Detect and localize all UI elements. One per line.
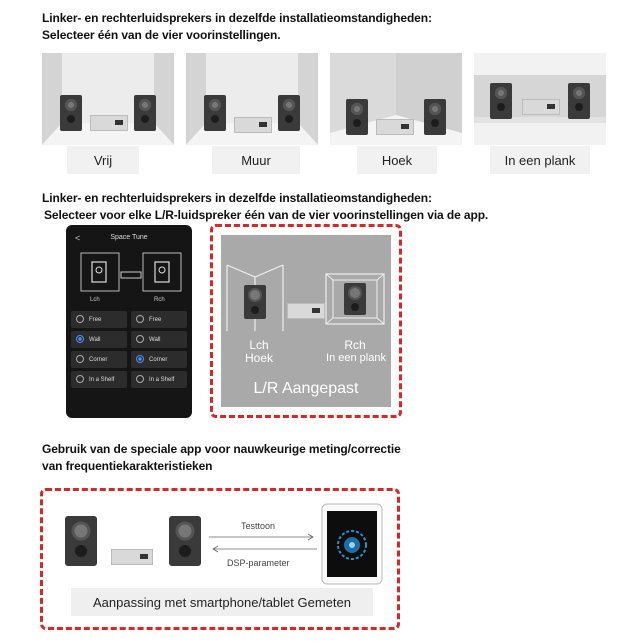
section2-heading-line1: Linker- en rechterluidsprekers in dezelfde installatieomstandigheden:: [42, 191, 432, 205]
section3-heading-line2: van frequentiekarakteristieken: [42, 459, 213, 473]
left-option-corner[interactable]: Corner: [71, 351, 127, 368]
section3-heading-line1: Gebruik van de speciale app voor nauwkeurige meting/correctie: [42, 442, 401, 456]
speaker-icon: [490, 83, 512, 119]
radio-selected-icon: [76, 335, 84, 343]
panel-rch-label: Rch: [344, 338, 366, 352]
measurement-highlight: [40, 488, 400, 630]
speaker-icon: [568, 83, 590, 119]
section1-heading-line1: Linker- en rechterluidsprekers in dezelfde installatieomstandigheden:: [42, 11, 432, 25]
app-rch-label: Rch: [154, 297, 165, 303]
amplifier-icon: [111, 549, 153, 565]
preset-image-wall: [186, 53, 318, 145]
back-chevron-icon[interactable]: <: [75, 233, 81, 243]
panel-rch-setting: In een plank: [326, 352, 386, 364]
device-icon: [120, 270, 142, 280]
lr-custom-highlight: [210, 224, 402, 418]
corner-room-icon: [225, 263, 285, 333]
right-option-corner[interactable]: Corner: [131, 351, 187, 368]
radio-icon: [136, 335, 144, 343]
preset-label-free: Vrij: [67, 146, 139, 174]
right-option-free[interactable]: Free: [131, 311, 187, 328]
panel-lch-setting: Hoek: [244, 351, 273, 365]
arrow-right-icon: [209, 533, 317, 541]
section1-heading-line2: Selecteer één van de vier voorinstellingen.: [42, 28, 281, 42]
arrow-left-icon: [209, 545, 317, 553]
radio-icon: [136, 315, 144, 323]
dsp-parameter-label: DSP-parameter: [227, 558, 290, 568]
speaker-icon: [65, 516, 97, 566]
radio-icon: [76, 375, 84, 383]
preset-label-shelf: In een plank: [490, 146, 590, 174]
tablet-icon: [321, 503, 383, 585]
measurement-caption: Aanpassing met smartphone/tablet Gemeten: [71, 588, 373, 616]
panel-lch-label: Lch: [249, 338, 269, 352]
shelf-room-icon: [325, 273, 385, 325]
speaker-icon: [60, 95, 82, 131]
app-lch-label: Lch: [90, 297, 100, 303]
right-option-wall[interactable]: Wall: [131, 331, 187, 348]
section2-heading-line2: Selecteer voor elke L/R-luidspreker één van de vier voorinstellingen via de app.: [44, 208, 489, 222]
speaker-icon: [278, 95, 300, 131]
amplifier-icon: [522, 99, 560, 115]
preset-image-shelf: [474, 53, 606, 145]
amplifier-icon: [287, 303, 325, 319]
app-title: Space Tune: [110, 234, 148, 241]
speaker-icon: [169, 516, 201, 566]
amplifier-icon: [90, 115, 128, 131]
amplifier-icon: [376, 119, 414, 135]
right-room-icon: [142, 252, 182, 292]
speaker-icon: [204, 95, 226, 131]
preset-label-wall: Muur: [212, 146, 300, 174]
panel-caption: L/R Aangepast: [253, 380, 359, 397]
lr-custom-panel: [221, 235, 391, 407]
left-option-free[interactable]: Free: [71, 311, 127, 328]
right-option-shelf[interactable]: In a Shelf: [131, 371, 187, 388]
speaker-icon: [424, 99, 446, 135]
radio-icon: [76, 315, 84, 323]
speaker-icon: [346, 99, 368, 135]
preset-label-corner: Hoek: [357, 146, 437, 174]
preset-image-corner: [330, 53, 462, 145]
left-option-wall[interactable]: Wall: [71, 331, 127, 348]
radio-icon: [136, 375, 144, 383]
left-room-icon: [80, 252, 120, 292]
amplifier-icon: [234, 117, 272, 133]
space-tune-app-screenshot: [66, 225, 192, 418]
testtoon-label: Testtoon: [241, 521, 276, 531]
radio-selected-icon: [136, 355, 144, 363]
left-option-shelf[interactable]: In a Shelf: [71, 371, 127, 388]
radio-icon: [76, 355, 84, 363]
preset-image-free: [42, 53, 174, 145]
speaker-icon: [134, 95, 156, 131]
